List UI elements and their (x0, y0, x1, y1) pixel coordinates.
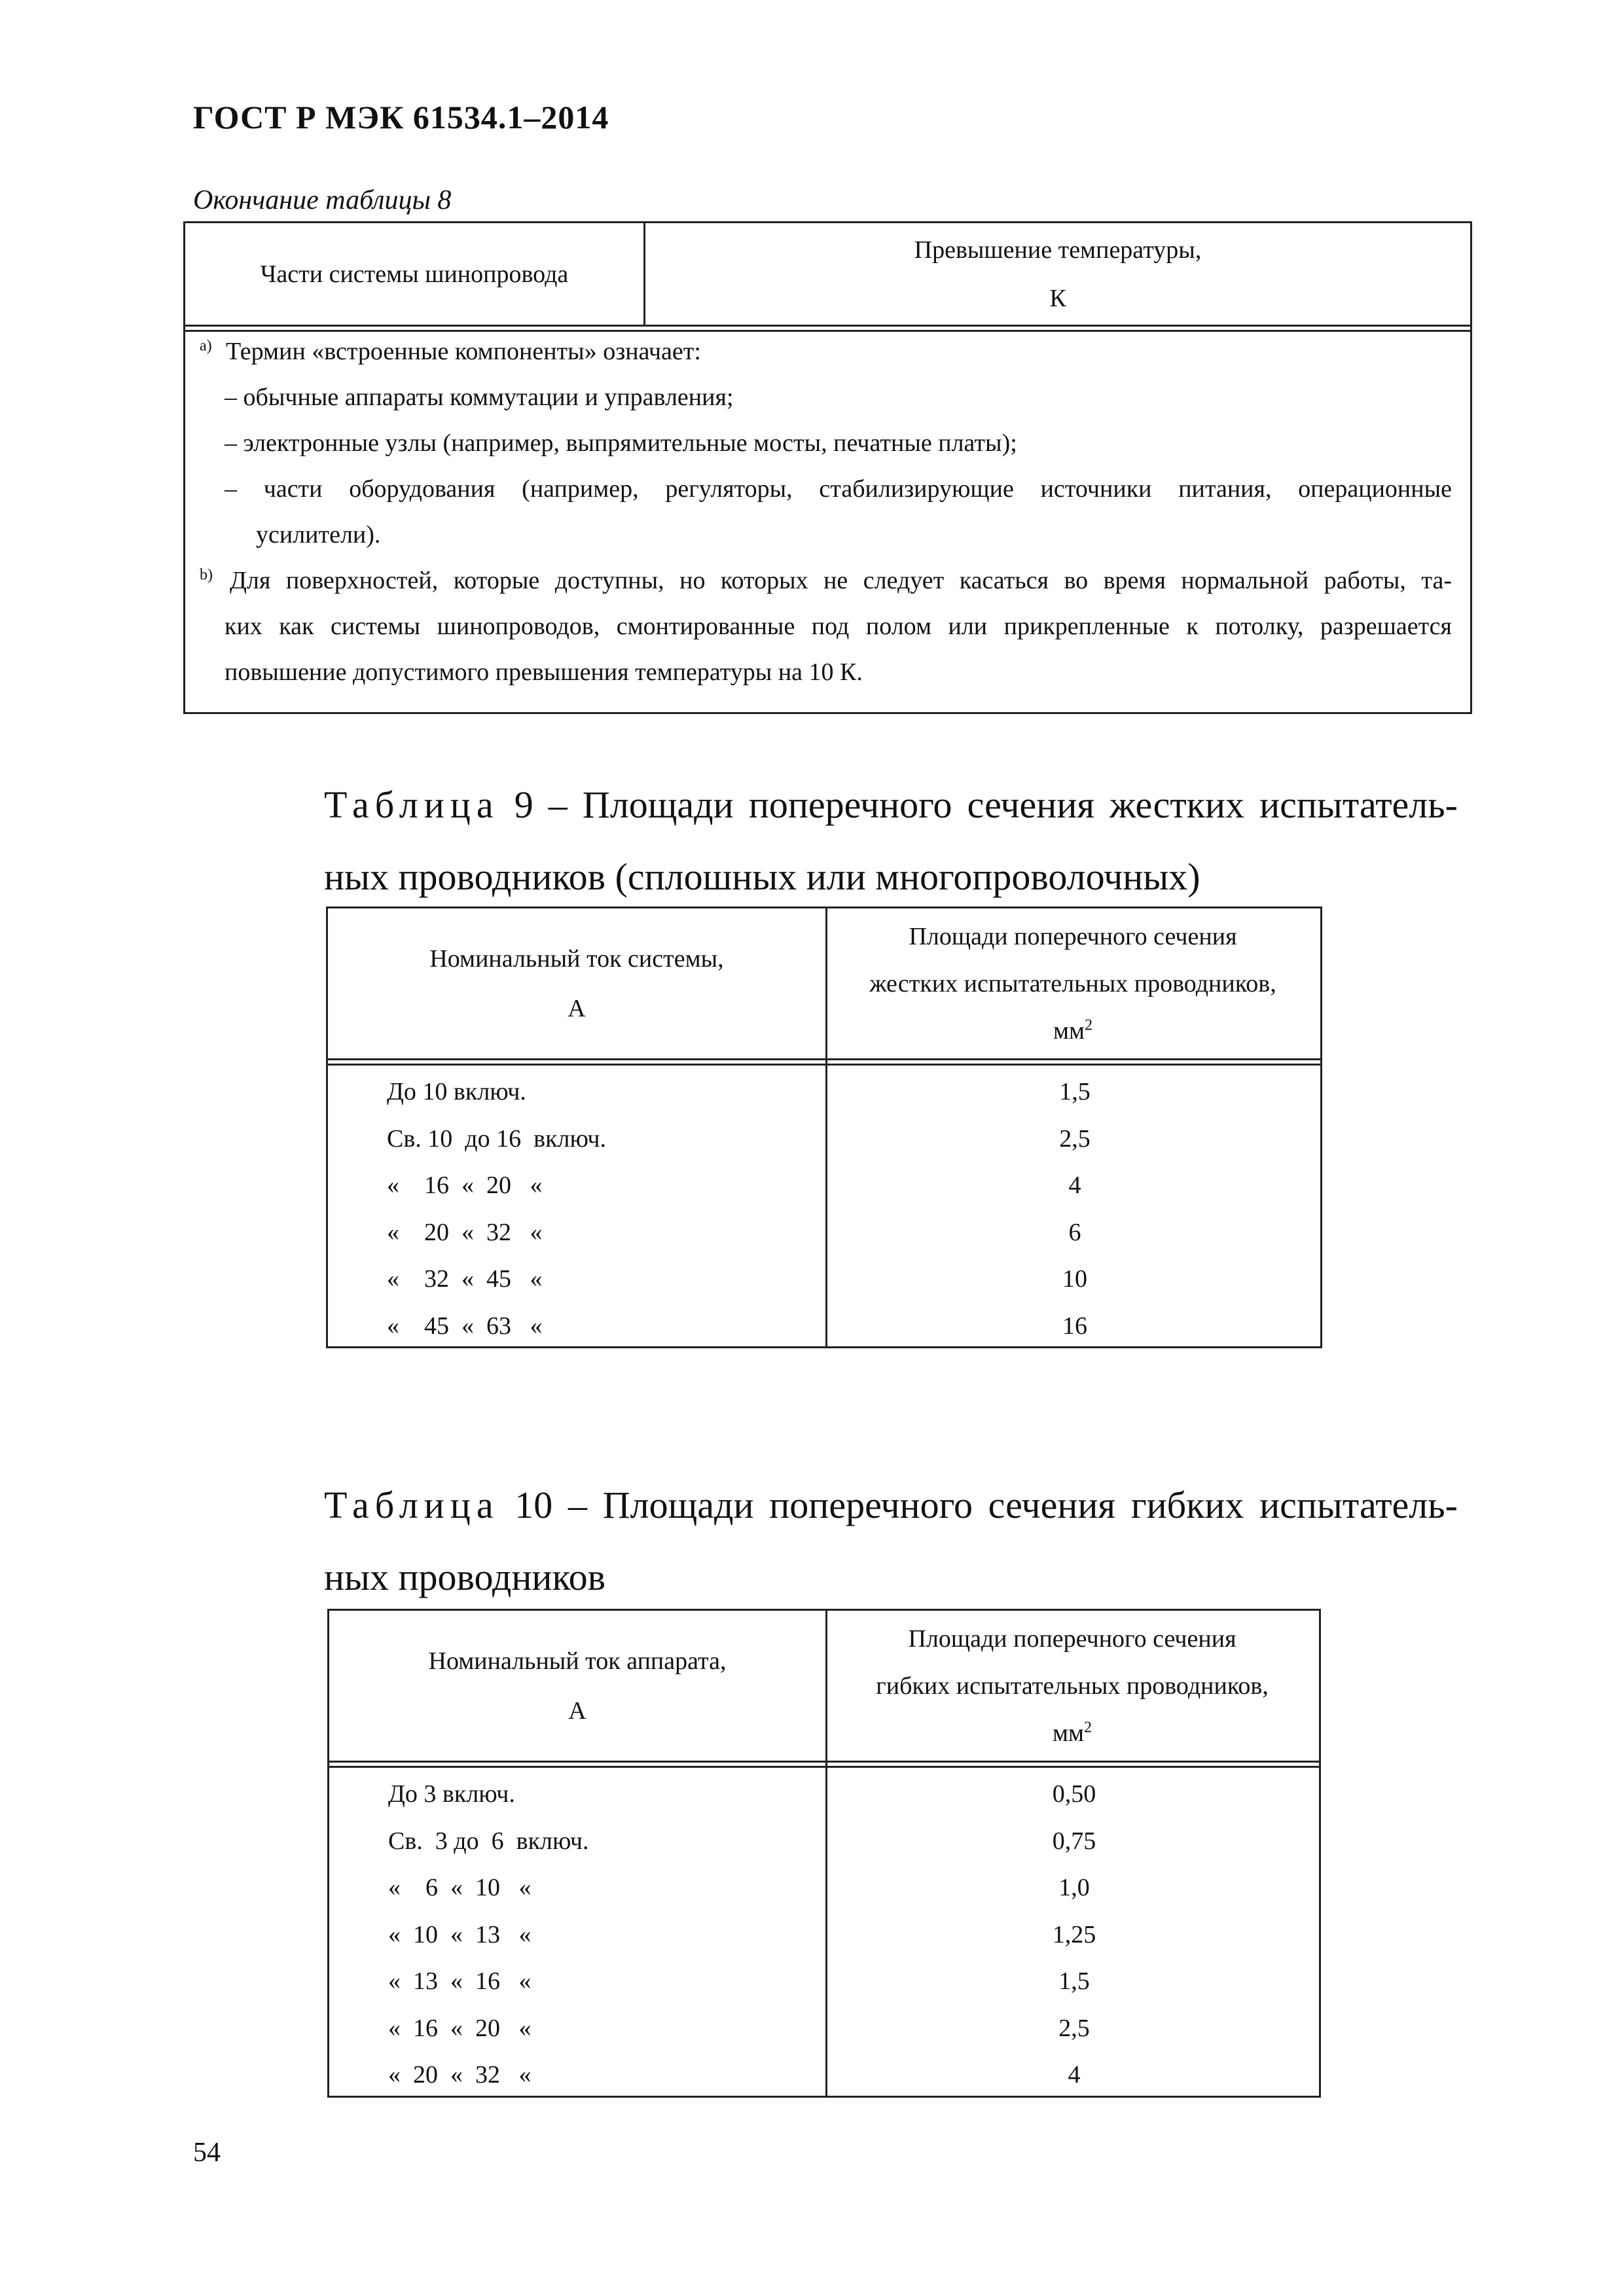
table-row-current: « 16 « 20 « (388, 2014, 532, 2042)
table-row-area: 16 (1062, 1312, 1087, 1340)
table-8-ending (183, 221, 1472, 714)
footnote-b-line2: ких как системы шинопроводов, смонтированные под полом или прикрепленные к потолку, разрешается (225, 613, 1452, 640)
table-9-header-rule (328, 1058, 1320, 1060)
table-10-caption-title: 10 – Площади поперечного сечения гибких испытатель- (514, 1484, 1458, 1526)
table-8-col2-header (645, 223, 1470, 325)
table-10-col1-header-line2: А (568, 1697, 586, 1725)
table-row-current: « 6 « 10 « (388, 1874, 532, 1901)
table-row-area: 0,75 (1052, 1827, 1096, 1855)
footnote-b-marker: b) (200, 566, 213, 584)
table-row-area: 0,50 (1052, 1780, 1096, 1808)
table-9-caption-line1 (324, 769, 1458, 841)
footnote-a-item-3-line2: усилители). (256, 521, 381, 548)
table-9-col2-header-line2: жестких испытательных проводников, (869, 970, 1276, 997)
table-row-current: « 45 « 63 « (387, 1312, 543, 1340)
footnote-b-line1: Для поверхностей, которые доступны, но которых не следует касаться во время нормальной работы, та- (230, 567, 1452, 594)
table-row-current: « 20 « 32 « (388, 2061, 532, 2089)
table-9-col1-header (328, 908, 825, 1059)
table-10-col2-header-line2: гибких испытательных проводников, (876, 1672, 1269, 1700)
table-9-caption-label: Таблица (324, 783, 499, 826)
table-8-header-rule-double (185, 330, 1470, 332)
table-10-header-rule-double (329, 1766, 1319, 1768)
table-row-current: « 10 « 13 « (388, 1920, 532, 1948)
table-row-area: 1,5 (1058, 1967, 1090, 1995)
footnote-a-item-3-line1: – части оборудования (например, регуляторы, стабилизирующие источники питания, операционные (225, 475, 1452, 503)
table-row-area: 1,0 (1058, 1874, 1090, 1901)
table-row-current: До 3 включ. (388, 1780, 515, 1808)
footnote-a-text: Термин «встроенные компоненты» означает: (226, 338, 701, 365)
table-row-area: 10 (1062, 1265, 1087, 1293)
table-8-col1-header: Части системы шинопровода (260, 260, 569, 288)
table-row-current: « 16 « 20 « (387, 1172, 543, 1199)
table-10 (327, 1609, 1321, 2098)
table-10-caption-line2: ных проводников (324, 1556, 606, 1598)
table-9-col2-header-line1: Площади поперечного сечения (909, 923, 1237, 950)
table-row-area: 2,5 (1058, 2014, 1090, 2042)
table-9-col1-header-line1: Номинальный ток системы, (429, 945, 724, 973)
table-9-col1-header-line2: А (568, 995, 586, 1022)
table-row-area: 4 (1068, 2061, 1081, 2089)
table-8-col2-header-line2: К (1049, 284, 1066, 312)
table-row-current: « 13 « 16 « (388, 1967, 532, 1995)
table-9-col2-header-unit: $мм^2$ (1053, 1016, 1093, 1045)
table-row-current: До 10 включ. (387, 1078, 526, 1105)
table-row-area: 2,5 (1059, 1124, 1091, 1153)
document-title: ГОСТ Р МЭК 61534.1–2014 (193, 99, 609, 135)
table-continuation-label: Окончание таблицы 8 (193, 185, 452, 215)
table-10-col1-header-line1: Номинальный ток аппарата, (428, 1647, 727, 1675)
table-row-area: 6 (1068, 1218, 1081, 1246)
table-10-col1-header (329, 1611, 825, 1761)
table-10-caption-label: Таблица (324, 1484, 499, 1526)
table-10-caption (324, 1469, 1458, 1613)
footnote-a-item-1: – обычные аппараты коммутации и управления; (225, 384, 734, 411)
table-10-col2-header (825, 1611, 1319, 1761)
table-row-area: 1,5 (1059, 1078, 1091, 1105)
table-row-current: Св. 3 до 6 включ. (388, 1827, 589, 1855)
footnote-b-line3: повышение допустимого превышения температуры на 10 К. (225, 658, 863, 686)
table-row-current: « 20 « 32 « (387, 1218, 543, 1246)
table-8-header-rule (185, 325, 1470, 327)
footnote-a-marker: a) (200, 337, 212, 355)
table-row-area: 4 (1068, 1172, 1081, 1199)
page-number: 54 (193, 2138, 221, 2168)
footnote-a-item-2: – электронные узлы (например, выпрямительные мосты, печатные платы); (225, 429, 1017, 457)
table-10-col2-header-line1: Площади поперечного сечения (908, 1625, 1236, 1653)
table-9-caption-title: 9 – Площади поперечного сечения жестких испытатель- (514, 783, 1458, 826)
table-9-caption-line2: ных проводников (сплошных или многопроволочных) (324, 855, 1200, 898)
table-8-col2-header-line1: Превышение температуры, (914, 236, 1202, 264)
table-9 (326, 906, 1322, 1348)
table-row-current: Св. 10 до 16 включ. (387, 1124, 607, 1153)
table-10-caption-line1 (324, 1469, 1458, 1541)
table-10-col2-header-unit: $мм^2$ (1052, 1719, 1092, 1747)
table-10-header-rule (329, 1761, 1319, 1763)
table-row-area: 1,25 (1052, 1920, 1096, 1948)
table-row-current: « 32 « 45 « (387, 1265, 543, 1293)
table-9-col2-header (825, 908, 1320, 1059)
table-9-header-rule-double (328, 1064, 1320, 1066)
table-9-caption (324, 769, 1458, 913)
